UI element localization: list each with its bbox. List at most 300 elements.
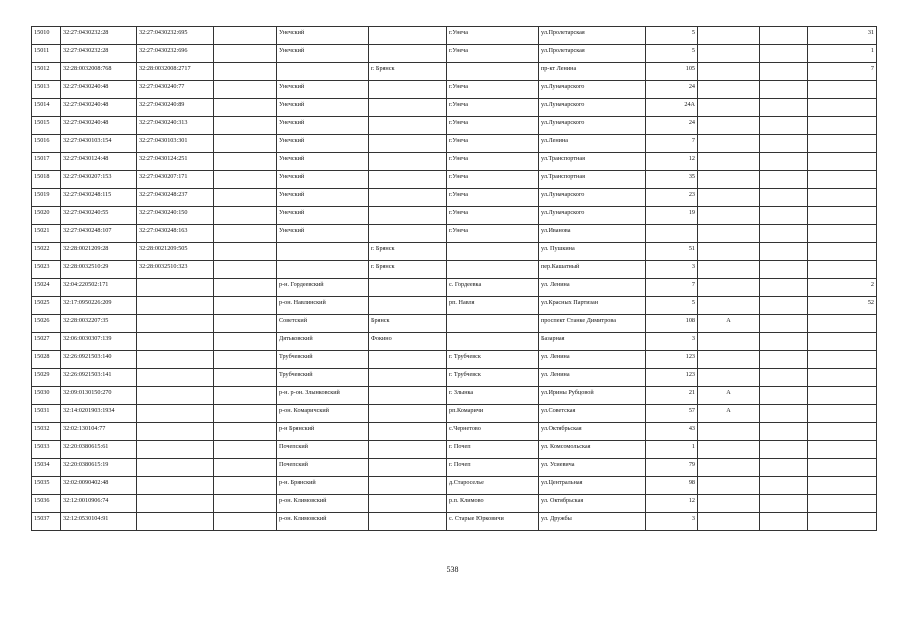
cell-building (760, 315, 808, 333)
cell-letter: А (698, 405, 760, 423)
table-row (32, 189, 877, 207)
cell-district: Унечский (277, 135, 369, 153)
cell-house-number: 12 (646, 153, 698, 171)
cell-blank-column (214, 369, 277, 387)
cell-letter: А (698, 315, 760, 333)
cell-locality: г.Унеча (447, 225, 539, 243)
cell-city (369, 441, 447, 459)
cell-district: Унечский (277, 117, 369, 135)
cell-district: р-н Брянский (277, 423, 369, 441)
cell-building (760, 387, 808, 405)
cell-street: ул. Пушкина (539, 243, 646, 261)
cell-cadastral-number: 32:12:0010906:74 (61, 495, 137, 513)
cell-house-number: 108 (646, 315, 698, 333)
cell-building (760, 459, 808, 477)
cell-sub-cadastral-number (137, 405, 214, 423)
cell-building (760, 495, 808, 513)
cell-blank-column (214, 99, 277, 117)
cell-blank-column (214, 243, 277, 261)
cell-sub-cadastral-number (137, 423, 214, 441)
cell-letter (698, 495, 760, 513)
cell-locality (447, 333, 539, 351)
cell-row-number: 15013 (32, 81, 61, 99)
cell-building (760, 45, 808, 63)
cell-cadastral-number: 32:04:220502:171 (61, 279, 137, 297)
cell-blank-column (214, 45, 277, 63)
table-row (32, 441, 877, 459)
cell-cadastral-number: 32:27:0430207:153 (61, 171, 137, 189)
table-row (32, 387, 877, 405)
cell-cadastral-number: 32:20:0380615:61 (61, 441, 137, 459)
cell-letter (698, 99, 760, 117)
cell-street: ул.Центральная (539, 477, 646, 495)
cell-locality: рп.Комаричи (447, 405, 539, 423)
cell-locality: г.Унеча (447, 171, 539, 189)
cell-sub-cadastral-number: 32:28:0032510:323 (137, 261, 214, 279)
cell-row-number: 15012 (32, 63, 61, 81)
cell-letter (698, 171, 760, 189)
cell-city (369, 405, 447, 423)
cell-sub-cadastral-number: 32:27:0430240:150 (137, 207, 214, 225)
cell-row-number: 15023 (32, 261, 61, 279)
cell-street: Базарная (539, 333, 646, 351)
cell-city (369, 189, 447, 207)
cell-letter (698, 27, 760, 45)
cell-district: Унечский (277, 45, 369, 63)
cell-cadastral-number: 32:27:0430232:28 (61, 45, 137, 63)
cell-house-number: 123 (646, 351, 698, 369)
cell-house-number: 43 (646, 423, 698, 441)
cell-letter (698, 261, 760, 279)
cell-city: г. Брянск (369, 261, 447, 279)
cell-city (369, 135, 447, 153)
cell-district: Унечский (277, 207, 369, 225)
table-row (32, 27, 877, 45)
cell-district: Унечский (277, 99, 369, 117)
document-table (31, 26, 877, 531)
cell-row-number: 15037 (32, 513, 61, 531)
page-number: 538 (446, 565, 459, 574)
cell-sub-cadastral-number (137, 351, 214, 369)
cell-row-number: 15029 (32, 369, 61, 387)
cell-city (369, 351, 447, 369)
cell-blank-column (214, 207, 277, 225)
cell-row-number: 15033 (32, 441, 61, 459)
cell-building (760, 279, 808, 297)
cell-house-number: 24 (646, 81, 698, 99)
table-row (32, 261, 877, 279)
cell-building (760, 153, 808, 171)
table-row (32, 153, 877, 171)
table-row (32, 225, 877, 243)
cell-blank-column (214, 495, 277, 513)
cell-house-number: 5 (646, 45, 698, 63)
cell-locality: г.Унеча (447, 153, 539, 171)
cell-street: ул.Транспортная (539, 153, 646, 171)
cell-apartment: 7 (808, 63, 877, 81)
cell-house-number: 7 (646, 135, 698, 153)
cell-house-number (646, 225, 698, 243)
cell-apartment: 1 (808, 45, 877, 63)
cell-apartment (808, 153, 877, 171)
cell-letter (698, 369, 760, 387)
cell-street: ул. Дружбы (539, 513, 646, 531)
cell-cadastral-number: 32:27:0430103:154 (61, 135, 137, 153)
cell-district (277, 63, 369, 81)
cell-locality: г. Почеп (447, 441, 539, 459)
cell-cadastral-number: 32:27:0430124:48 (61, 153, 137, 171)
cell-building (760, 63, 808, 81)
table-row (32, 63, 877, 81)
cell-house-number: 35 (646, 171, 698, 189)
cell-sub-cadastral-number (137, 459, 214, 477)
table-row (32, 171, 877, 189)
cell-city (369, 387, 447, 405)
cell-city (369, 297, 447, 315)
cell-city (369, 513, 447, 531)
cell-locality (447, 243, 539, 261)
cell-blank-column (214, 333, 277, 351)
cell-cadastral-number: 32:12:0530104:91 (61, 513, 137, 531)
cell-cadastral-number: 32:28:0032207:35 (61, 315, 137, 333)
cell-apartment (808, 171, 877, 189)
cell-district (277, 243, 369, 261)
table-row (32, 333, 877, 351)
cell-street: ул. Ленина (539, 351, 646, 369)
cell-district: Унечский (277, 171, 369, 189)
cell-sub-cadastral-number (137, 369, 214, 387)
cell-house-number: 5 (646, 27, 698, 45)
cell-blank-column (214, 117, 277, 135)
cell-apartment (808, 99, 877, 117)
cell-house-number: 5 (646, 297, 698, 315)
cell-district: р-он. Климовский (277, 495, 369, 513)
table-row (32, 369, 877, 387)
cell-apartment: 31 (808, 27, 877, 45)
cell-district: Трубчевский (277, 369, 369, 387)
cell-cadastral-number: 32:20:0380615:19 (61, 459, 137, 477)
cell-cadastral-number: 32:27:0430240:48 (61, 117, 137, 135)
cell-locality: г. Трубчевск (447, 351, 539, 369)
table-row (32, 99, 877, 117)
cell-blank-column (214, 279, 277, 297)
table-row (32, 243, 877, 261)
cell-building (760, 351, 808, 369)
cell-cadastral-number: 32:28:0032510:29 (61, 261, 137, 279)
cell-blank-column (214, 81, 277, 99)
cell-street: проспект Станке Димитрова (539, 315, 646, 333)
cell-sub-cadastral-number (137, 315, 214, 333)
cell-cadastral-number: 32:26:0921503:141 (61, 369, 137, 387)
cell-apartment (808, 315, 877, 333)
cell-district: р-н. р-он. Злынковский (277, 387, 369, 405)
cell-letter (698, 297, 760, 315)
cell-city: г. Брянск (369, 243, 447, 261)
cell-blank-column (214, 315, 277, 333)
cell-cadastral-number: 32:27:0430248:115 (61, 189, 137, 207)
cell-blank-column (214, 153, 277, 171)
cell-street: ул.Луначарского (539, 81, 646, 99)
cell-street: ул.Луначарского (539, 117, 646, 135)
table-row (32, 315, 877, 333)
cell-house-number: 24 (646, 117, 698, 135)
cell-blank-column (214, 135, 277, 153)
cell-city (369, 81, 447, 99)
cell-apartment (808, 441, 877, 459)
cell-house-number: 105 (646, 63, 698, 81)
cell-locality: г.Унеча (447, 117, 539, 135)
cell-cadastral-number: 32:02:130104:77 (61, 423, 137, 441)
cell-sub-cadastral-number: 32:27:0430240:313 (137, 117, 214, 135)
cell-house-number: 23 (646, 189, 698, 207)
cell-street: ул.Транспортная (539, 171, 646, 189)
cell-letter (698, 63, 760, 81)
cell-cadastral-number: 32:27:0430240:48 (61, 81, 137, 99)
cell-district: р-он. Климовский (277, 513, 369, 531)
cell-house-number: 79 (646, 459, 698, 477)
cell-cadastral-number: 32:28:0021209:28 (61, 243, 137, 261)
cell-street: ул.Советская (539, 405, 646, 423)
cell-building (760, 225, 808, 243)
cell-house-number: 24А (646, 99, 698, 117)
cell-district: Почепский (277, 459, 369, 477)
cell-locality (447, 315, 539, 333)
cell-apartment (808, 477, 877, 495)
cell-row-number: 15024 (32, 279, 61, 297)
cell-district: Унечский (277, 27, 369, 45)
cell-house-number: 98 (646, 477, 698, 495)
cell-street: ул.Октябрьская (539, 423, 646, 441)
cell-row-number: 15017 (32, 153, 61, 171)
cell-city: г. Брянск (369, 63, 447, 81)
cell-building (760, 423, 808, 441)
cell-street: ул.Луначарского (539, 207, 646, 225)
cell-house-number: 123 (646, 369, 698, 387)
cell-cadastral-number: 32:06:0030307:139 (61, 333, 137, 351)
cell-building (760, 171, 808, 189)
cell-sub-cadastral-number: 32:27:0430232:696 (137, 45, 214, 63)
cell-district: Советский (277, 315, 369, 333)
cell-blank-column (214, 297, 277, 315)
cell-letter (698, 477, 760, 495)
cell-city (369, 153, 447, 171)
cell-sub-cadastral-number: 32:27:0430240:89 (137, 99, 214, 117)
cell-city: Фокино (369, 333, 447, 351)
cell-building (760, 297, 808, 315)
cell-cadastral-number: 32:14:0201903:1934 (61, 405, 137, 423)
cell-street: ул. Октябрьская (539, 495, 646, 513)
cell-city (369, 369, 447, 387)
cell-street: ул.Пролетарская (539, 45, 646, 63)
table-row (32, 279, 877, 297)
cell-street: пр-кт Ленина (539, 63, 646, 81)
cell-cadastral-number: 32:27:0430240:48 (61, 99, 137, 117)
cell-building (760, 405, 808, 423)
cell-street: ул.Пролетарская (539, 27, 646, 45)
cell-building (760, 189, 808, 207)
cell-locality: с.Чернетово (447, 423, 539, 441)
cell-building (760, 369, 808, 387)
cell-cadastral-number: 32:17:0950226:209 (61, 297, 137, 315)
cell-sub-cadastral-number: 32:27:0430124:251 (137, 153, 214, 171)
cell-blank-column (214, 171, 277, 189)
cell-district: р-н. Брянский (277, 477, 369, 495)
cell-street: ул.Красных Партизан (539, 297, 646, 315)
cell-row-number: 15028 (32, 351, 61, 369)
cell-sub-cadastral-number: 32:28:0032008:2717 (137, 63, 214, 81)
cell-row-number: 15027 (32, 333, 61, 351)
cell-sub-cadastral-number: 32:27:0430207:171 (137, 171, 214, 189)
cell-apartment (808, 261, 877, 279)
cell-sub-cadastral-number (137, 495, 214, 513)
cell-row-number: 15022 (32, 243, 61, 261)
cell-blank-column (214, 405, 277, 423)
cell-row-number: 15025 (32, 297, 61, 315)
cell-locality: г.Унеча (447, 99, 539, 117)
cell-sub-cadastral-number (137, 441, 214, 459)
cell-apartment (808, 369, 877, 387)
cell-apartment (808, 459, 877, 477)
cell-locality: г. Злынка (447, 387, 539, 405)
cell-district: р-он. Комаричский (277, 405, 369, 423)
cell-house-number: 3 (646, 513, 698, 531)
cell-cadastral-number: 32:09:0130150:270 (61, 387, 137, 405)
cell-apartment (808, 189, 877, 207)
cell-blank-column (214, 63, 277, 81)
cell-apartment (808, 513, 877, 531)
cell-house-number: 7 (646, 279, 698, 297)
cell-letter (698, 117, 760, 135)
cell-apartment (808, 333, 877, 351)
cell-house-number: 19 (646, 207, 698, 225)
cell-row-number: 15036 (32, 495, 61, 513)
cell-apartment: 2 (808, 279, 877, 297)
table-row (32, 495, 877, 513)
cell-letter (698, 135, 760, 153)
cell-building (760, 243, 808, 261)
cell-building (760, 117, 808, 135)
cell-building (760, 27, 808, 45)
cell-locality (447, 261, 539, 279)
cell-row-number: 15030 (32, 387, 61, 405)
cell-row-number: 15010 (32, 27, 61, 45)
cell-letter (698, 459, 760, 477)
cell-cadastral-number: 32:27:0430240:55 (61, 207, 137, 225)
cell-sub-cadastral-number (137, 333, 214, 351)
cell-locality: г.Унеча (447, 135, 539, 153)
cell-building (760, 207, 808, 225)
cell-city (369, 99, 447, 117)
cell-city (369, 459, 447, 477)
cell-blank-column (214, 441, 277, 459)
cell-sub-cadastral-number: 32:27:0430240:77 (137, 81, 214, 99)
cell-letter (698, 45, 760, 63)
cell-city (369, 477, 447, 495)
cell-city (369, 171, 447, 189)
cell-house-number: 51 (646, 243, 698, 261)
table-row (32, 459, 877, 477)
cell-locality: г. Почеп (447, 459, 539, 477)
cell-locality: с. Старые Юрковичи (447, 513, 539, 531)
cell-building (760, 261, 808, 279)
cell-sub-cadastral-number: 32:27:0430248:237 (137, 189, 214, 207)
cell-locality: рп. Навля (447, 297, 539, 315)
cell-cadastral-number: 32:26:0921503:140 (61, 351, 137, 369)
table-row (32, 423, 877, 441)
cell-row-number: 15031 (32, 405, 61, 423)
cell-cadastral-number: 32:02:0090402:48 (61, 477, 137, 495)
cell-letter (698, 351, 760, 369)
cell-street: пер.Кашатный (539, 261, 646, 279)
cell-letter (698, 225, 760, 243)
cell-street: ул.Ленина (539, 135, 646, 153)
cell-row-number: 15020 (32, 207, 61, 225)
cell-sub-cadastral-number (137, 477, 214, 495)
cell-street: ул.Луначарского (539, 99, 646, 117)
cell-row-number: 15014 (32, 99, 61, 117)
table-row (32, 45, 877, 63)
table-row (32, 405, 877, 423)
cell-locality: д.Староселье (447, 477, 539, 495)
cell-blank-column (214, 225, 277, 243)
table-row (32, 351, 877, 369)
cell-house-number: 1 (646, 441, 698, 459)
cell-apartment (808, 81, 877, 99)
cell-sub-cadastral-number (137, 513, 214, 531)
cell-locality: г.Унеча (447, 81, 539, 99)
cell-city (369, 423, 447, 441)
cell-letter (698, 423, 760, 441)
cell-city (369, 45, 447, 63)
cell-city (369, 495, 447, 513)
cell-row-number: 15035 (32, 477, 61, 495)
cell-building (760, 513, 808, 531)
cell-house-number: 3 (646, 333, 698, 351)
cell-apartment (808, 495, 877, 513)
cell-locality: р.п. Климово (447, 495, 539, 513)
table-row (32, 207, 877, 225)
cell-row-number: 15015 (32, 117, 61, 135)
cell-blank-column (214, 261, 277, 279)
cell-apartment (808, 135, 877, 153)
cell-row-number: 15026 (32, 315, 61, 333)
cell-building (760, 477, 808, 495)
cell-house-number: 21 (646, 387, 698, 405)
table-row (32, 513, 877, 531)
cell-street: ул. Ленина (539, 369, 646, 387)
cell-apartment (808, 243, 877, 261)
cell-sub-cadastral-number: 32:27:0430103:301 (137, 135, 214, 153)
cell-street: ул.Иванова (539, 225, 646, 243)
cell-letter (698, 333, 760, 351)
cell-district: Почепский (277, 441, 369, 459)
table-row (32, 117, 877, 135)
cell-district: Унечский (277, 225, 369, 243)
cell-apartment (808, 117, 877, 135)
cell-building (760, 81, 808, 99)
cell-cadastral-number: 32:28:0032008:768 (61, 63, 137, 81)
cell-apartment: 52 (808, 297, 877, 315)
cell-locality: г.Унеча (447, 207, 539, 225)
cell-sub-cadastral-number (137, 279, 214, 297)
cell-row-number: 15018 (32, 171, 61, 189)
cell-locality (447, 63, 539, 81)
cell-locality: г. Трубчевск (447, 369, 539, 387)
cell-street: ул.Ирины Рубцовой (539, 387, 646, 405)
cell-district (277, 261, 369, 279)
cell-blank-column (214, 189, 277, 207)
cell-row-number: 15034 (32, 459, 61, 477)
